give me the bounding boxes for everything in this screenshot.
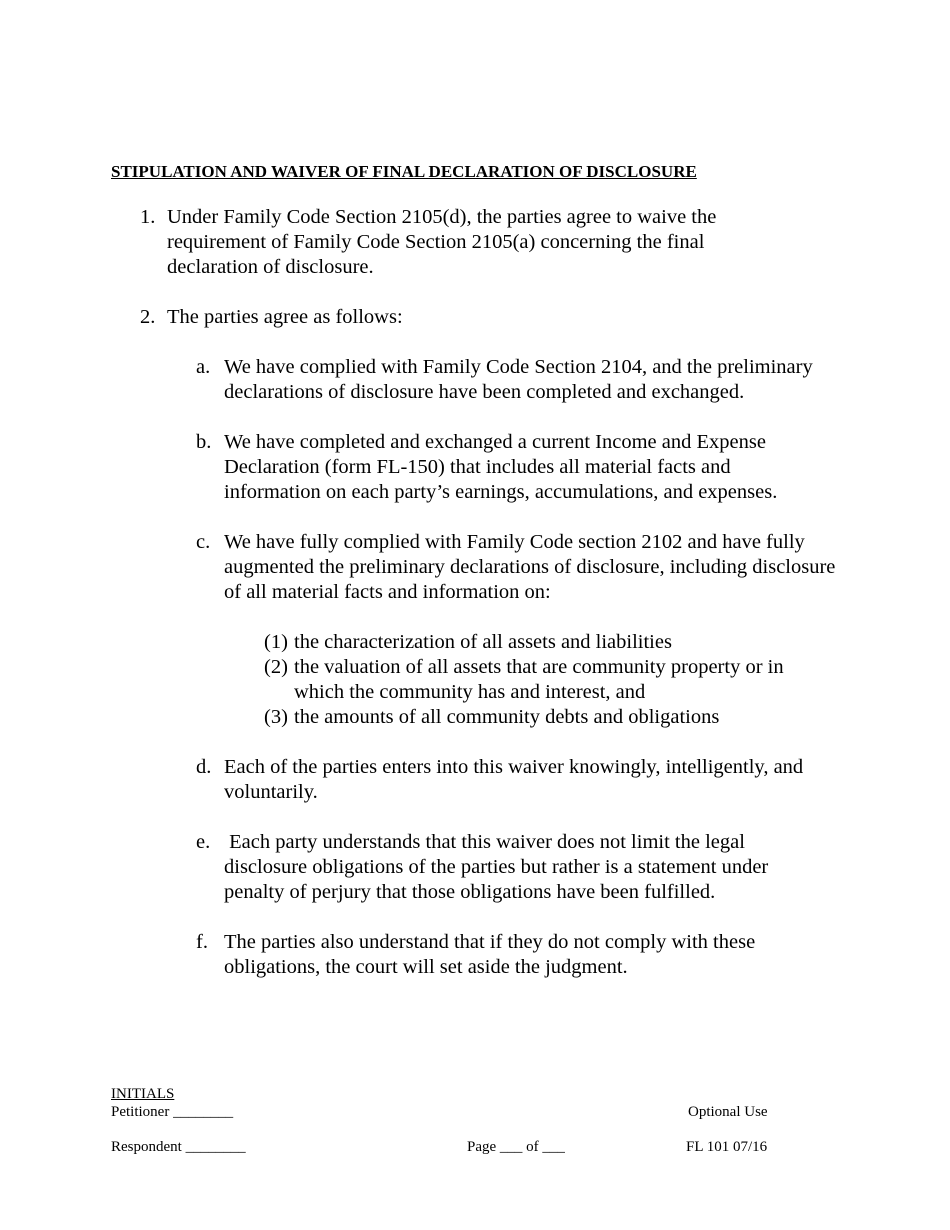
respondent-initials-field: Respondent ________ <box>111 1139 246 1155</box>
petitioner-initials-field: Petitioner ________ <box>111 1104 234 1120</box>
item-text: Under Family Code Section 2105(d), the parties agree to waive the requirement of Family Code Section 2105(a) concerning the final declaration of disclosure. <box>167 206 717 278</box>
item-number: 2. <box>140 306 156 328</box>
sub-item-c <box>196 530 836 605</box>
sub-item-a <box>196 355 816 405</box>
form-id-label: FL 101 07/16 <box>686 1139 768 1155</box>
sub-sub-item-3 <box>264 705 824 730</box>
sub-item-e <box>196 830 811 905</box>
sub-item-text: We have completed and exchanged a current Income and Expense Declaration (form FL-150) that includes all material facts and information on each party’s earnings, accumulations, and expenses. <box>224 431 778 503</box>
sub-item-text: The parties also understand that if they do not comply with these obligations, the court will set aside the judgment. <box>224 931 756 978</box>
sub-item-f <box>196 930 811 980</box>
sub-sub-item-number: (1) <box>264 631 288 653</box>
sub-sub-item-2 <box>264 655 824 705</box>
sub-item-b <box>196 430 821 505</box>
sub-item-letter: f. <box>196 931 208 953</box>
optional-use-label: Optional Use <box>688 1104 768 1120</box>
initials-heading: INITIALS <box>111 1086 175 1102</box>
numbered-item-1 <box>140 205 780 280</box>
item-number: 1. <box>140 206 156 228</box>
sub-sub-item-text: the characterization of all assets and liabilities <box>294 631 672 653</box>
sub-sub-item-1 <box>264 630 824 655</box>
sub-item-text: Each of the parties enters into this waiver knowingly, intelligently, and voluntarily. <box>224 756 804 803</box>
numbered-item-2 <box>140 305 780 330</box>
sub-item-letter: b. <box>196 431 212 453</box>
sub-item-d <box>196 755 816 805</box>
sub-item-letter: a. <box>196 356 211 378</box>
sub-item-text: We have fully complied with Family Code section 2102 and have fully augmented the preliminary declarations of disclosure, including disclosure of all material facts and information on: <box>224 531 836 603</box>
sub-item-letter: c. <box>196 531 211 553</box>
sub-item-text: Each party understands that this waiver does not limit the legal disclosure obligations of the parties but rather is a statement under penalty of perjury that those obligations have been fulfilled. <box>224 831 774 903</box>
sub-item-letter: d. <box>196 756 212 778</box>
item-text: The parties agree as follows: <box>167 306 403 328</box>
sub-sub-item-text: the amounts of all community debts and obligations <box>294 706 720 728</box>
sub-item-letter: e. <box>196 831 211 853</box>
sub-item-text: We have complied with Family Code Section 2104, and the preliminary declarations of disclosure have been completed and exchanged. <box>224 356 813 403</box>
sub-sub-item-number: (2) <box>264 656 288 678</box>
page-number-field: Page ___ of ___ <box>467 1139 565 1155</box>
sub-sub-item-text: the valuation of all assets that are community property or in which the community has and interest, and <box>294 656 784 703</box>
sub-sub-item-number: (3) <box>264 706 288 728</box>
document-title: STIPULATION AND WAIVER OF FINAL DECLARATION OF DISCLOSURE <box>111 162 697 181</box>
